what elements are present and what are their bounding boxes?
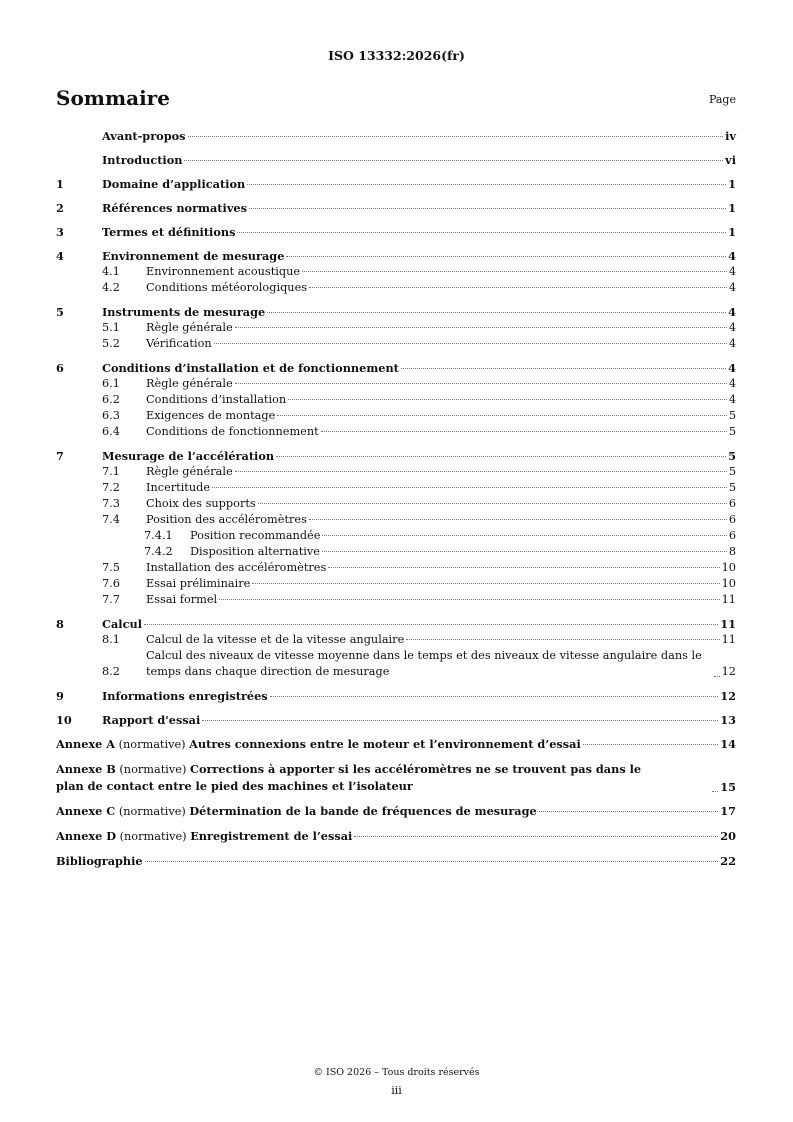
toc-entry-number: 6.3 — [102, 409, 120, 422]
toc-entry-label: Position recommandée — [190, 529, 321, 542]
toc-entry-page: 4 — [728, 281, 736, 294]
dot-leader — [288, 399, 727, 400]
dot-leader — [583, 744, 719, 745]
annex-id: Annexe D — [56, 829, 117, 843]
toc-entry-label: Vérification — [146, 337, 212, 350]
toc-entry[interactable] — [56, 528, 736, 544]
toc-entry-label: Termes et définitions — [102, 225, 236, 239]
toc-entry[interactable] — [56, 360, 736, 376]
dot-leader — [212, 487, 727, 488]
dot-leader — [406, 639, 719, 640]
bibliography-label: Bibliographie — [56, 854, 143, 868]
toc-entry-number: 7.2 — [102, 481, 120, 494]
toc-entry-number: 7.5 — [102, 561, 120, 574]
toc-entry[interactable] — [56, 224, 736, 240]
toc-entry-number: 4.1 — [102, 265, 120, 278]
toc-entry-number: 6.4 — [102, 425, 120, 438]
toc-entry-page: 1 — [728, 177, 736, 191]
toc-entry-page: 1 — [728, 201, 736, 215]
toc-entry-page: 5 — [728, 409, 736, 422]
toc-entry-number: 5.2 — [102, 337, 120, 350]
toc-entry[interactable] — [56, 392, 736, 408]
annex-entry-label — [56, 736, 581, 753]
dot-leader — [237, 232, 726, 233]
toc-entry-label: Calcul de la vitesse et de la vitesse angulaire — [146, 633, 405, 646]
toc-entry-label: Informations enregistrées — [102, 689, 268, 703]
annex-entry-label — [56, 828, 352, 845]
toc-entry-label: Règle générale — [146, 465, 233, 478]
toc-entry-label: Instruments de mesurage — [102, 305, 266, 319]
dot-leader — [258, 503, 727, 504]
toc-entry-page: 11 — [721, 593, 736, 606]
dot-leader — [202, 720, 718, 721]
toc-entry-label: Conditions d’installation — [146, 393, 287, 406]
toc-entry-number: 7.4.2 — [144, 545, 173, 558]
annex-entry[interactable] — [56, 761, 736, 795]
toc-entry[interactable] — [56, 616, 736, 632]
toc-entry-number: 10 — [56, 713, 72, 727]
toc-entry-label: Avant-propos — [102, 129, 186, 143]
toc-entry-label: Introduction — [102, 153, 183, 167]
dot-leader — [309, 287, 727, 288]
toc-entry[interactable] — [56, 336, 736, 352]
toc-entry-page: iv — [725, 129, 736, 143]
toc-entry[interactable] — [56, 544, 736, 560]
dot-leader — [714, 676, 720, 677]
copyright-footer: © ISO 2026 – Tous droits réservés — [313, 1067, 480, 1078]
toc-entry-number: 6.1 — [102, 377, 120, 390]
toc-entry-label: Installation des accéléromètres — [146, 561, 327, 574]
annex-entry-page: 14 — [720, 737, 736, 751]
toc-entry-label: Conditions météorologiques — [146, 281, 308, 294]
toc-entry-label: Calcul des niveaux de vitesse moyenne dans le temps et des niveaux de vitesse angulaire dans le temps dans chaque direction de mesurage — [146, 649, 702, 678]
annex-id: Annexe C — [56, 804, 116, 818]
dot-leader — [188, 136, 724, 137]
annex-entry-page: 20 — [720, 829, 736, 843]
toc-entry-number: 8.2 — [102, 665, 120, 678]
annex-entry[interactable] — [56, 828, 736, 845]
toc-entry-label: Calcul — [102, 617, 142, 631]
toc-entry-page: 6 — [728, 497, 736, 510]
page-title: Sommaire — [56, 86, 170, 110]
dot-leader — [267, 312, 726, 313]
toc-entry[interactable] — [56, 632, 736, 648]
dot-leader — [214, 343, 727, 344]
dot-leader — [270, 696, 719, 697]
toc-entry-number: 7.6 — [102, 577, 120, 590]
toc-entry[interactable] — [56, 200, 736, 216]
toc-entry-number: 7 — [56, 449, 64, 463]
toc-entry[interactable] — [56, 424, 736, 440]
toc-entry-number: 3 — [56, 225, 64, 239]
dot-leader — [249, 208, 726, 209]
dot-leader — [401, 368, 726, 369]
annex-title: Autres connexions entre le moteur et l’environnement d’essai — [189, 737, 581, 751]
toc-entry[interactable] — [56, 688, 736, 704]
toc-entry-page: 4 — [728, 377, 736, 390]
toc-entry-label: Environnement acoustique — [146, 265, 301, 278]
dot-leader — [539, 811, 719, 812]
annex-type: (normative) — [118, 738, 186, 751]
toc-entry[interactable] — [56, 280, 736, 296]
dot-leader — [328, 567, 719, 568]
toc-entry-page: 1 — [728, 225, 736, 239]
dot-leader — [235, 327, 727, 328]
annex-entry-page: 15 — [720, 780, 736, 794]
dot-leader — [302, 271, 727, 272]
toc-entry[interactable] — [56, 480, 736, 496]
page-number: iii — [391, 1084, 402, 1097]
toc-entry[interactable] — [56, 648, 736, 680]
toc-entry-label: Essai préliminaire — [146, 577, 251, 590]
toc-entry-page: 5 — [728, 481, 736, 494]
toc-entry-page: 4 — [728, 321, 736, 334]
toc-entry-number: 4.2 — [102, 281, 120, 294]
toc-entry-page: 12 — [721, 665, 736, 678]
toc-entry-page: 5 — [728, 449, 736, 463]
toc-entry[interactable] — [56, 464, 736, 480]
dot-leader — [309, 519, 727, 520]
toc-entry-label: Position des accéléromètres — [146, 513, 307, 526]
toc-entry-page: 13 — [720, 713, 736, 727]
toc-entry-page: 11 — [721, 633, 736, 646]
toc-entry-number: 8 — [56, 617, 64, 631]
toc-entry-page: 4 — [728, 249, 736, 263]
toc-entry-label: Règle générale — [146, 321, 233, 334]
toc-entry[interactable] — [56, 512, 736, 528]
toc-entry-page: 11 — [720, 617, 736, 631]
toc-entry[interactable] — [56, 448, 736, 464]
toc-entry[interactable] — [56, 576, 736, 592]
annex-entry[interactable] — [56, 803, 736, 820]
dot-leader — [354, 836, 718, 837]
annex-entry-label — [56, 803, 537, 820]
toc-entry-number: 1 — [56, 177, 64, 191]
toc-entry-page: 4 — [728, 361, 736, 375]
dot-leader — [235, 471, 727, 472]
toc-entry-label: Références normatives — [102, 201, 247, 215]
dot-leader — [286, 256, 726, 257]
toc-entry-number: 8.1 — [102, 633, 120, 646]
annex-type: (normative) — [118, 805, 186, 818]
annex-id: Annexe A — [56, 737, 115, 751]
toc-entry-number: 6.2 — [102, 393, 120, 406]
dot-leader — [145, 861, 719, 862]
dot-leader — [219, 599, 719, 600]
toc-entry-number: 7.4 — [102, 513, 120, 526]
toc-entry[interactable] — [56, 176, 736, 192]
toc-entry-label: Exigences de montage — [146, 409, 276, 422]
dot-leader — [712, 791, 718, 792]
toc-entry[interactable] — [56, 592, 736, 608]
toc-entry-label: Règle générale — [146, 377, 233, 390]
toc-entry-page: 5 — [728, 425, 736, 438]
toc-entry-page: 4 — [728, 305, 736, 319]
toc-entry-page: 4 — [728, 337, 736, 350]
toc-entry-page: 10 — [721, 561, 736, 574]
toc-entry-page: 6 — [728, 513, 736, 526]
toc-entry-label: Rapport d'essai — [102, 713, 201, 727]
dot-leader — [322, 535, 726, 536]
dot-leader — [322, 551, 727, 552]
bibliography-page: 22 — [720, 854, 736, 868]
toc-entry-page: 6 — [728, 529, 736, 542]
toc-entry-label: Disposition alternative — [190, 545, 320, 558]
annex-entry[interactable] — [56, 736, 736, 753]
toc-entry[interactable] — [56, 496, 736, 512]
toc-entry[interactable] — [56, 152, 736, 168]
title-row — [56, 86, 736, 112]
toc-entry-number: 4 — [56, 249, 64, 263]
toc-entry-label: Essai formel — [146, 593, 218, 606]
toc-entry[interactable] — [56, 304, 736, 320]
toc-entry-page: 4 — [728, 265, 736, 278]
annex-id: Annexe B — [56, 762, 116, 776]
dot-leader — [276, 456, 726, 457]
toc-entry[interactable] — [56, 376, 736, 392]
toc-entry-label: Incertitude — [146, 481, 211, 494]
toc-entry-page: 8 — [728, 545, 736, 558]
annex-title: Enregistrement de l’essai — [190, 829, 353, 843]
toc-entry-number: 7.4.1 — [144, 529, 173, 542]
bibliography-entry[interactable] — [56, 853, 736, 869]
toc-entry-number: 5 — [56, 305, 64, 319]
dot-leader — [144, 624, 718, 625]
dot-leader — [252, 583, 719, 584]
toc-entry-page: 5 — [728, 465, 736, 478]
toc-entry-number: 9 — [56, 689, 64, 703]
toc-entry-number: 7.1 — [102, 465, 120, 478]
toc-entry[interactable] — [56, 560, 736, 576]
dot-leader — [321, 431, 727, 432]
toc-entry[interactable] — [56, 248, 736, 264]
toc-entry[interactable] — [56, 264, 736, 280]
toc-entry[interactable] — [56, 712, 736, 728]
toc-entry-label: Conditions d’installation et de fonctionnement — [102, 361, 399, 375]
annex-entry-page: 17 — [720, 804, 736, 818]
toc-entry-page: 10 — [721, 577, 736, 590]
toc-entry-page: 4 — [728, 393, 736, 406]
toc-entry-number: 7.7 — [102, 593, 120, 606]
dot-leader — [247, 184, 726, 185]
annex-title: Corrections à apporter si les accéléromètres ne se trouvent pas dans le plan de contact entre le pied des machines et l’isolateur — [56, 762, 642, 793]
annex-type: (normative) — [119, 830, 187, 843]
page-column-label: Page — [708, 93, 736, 106]
toc-entry-number: 6 — [56, 361, 64, 375]
table-of-contents — [56, 128, 736, 869]
toc-entry-number: 5.1 — [102, 321, 120, 334]
toc-entry-page: 12 — [720, 689, 736, 703]
toc-entry[interactable] — [56, 408, 736, 424]
annex-title: Détermination de la bande de fréquences de mesurage — [189, 804, 537, 818]
toc-entry-number: 7.3 — [102, 497, 120, 510]
toc-entry-page: vi — [725, 153, 736, 167]
toc-entry-label: Conditions de fonctionnement — [146, 425, 319, 438]
toc-entry-label: Domaine d’application — [102, 177, 246, 191]
toc-entry[interactable] — [56, 128, 736, 144]
dot-leader — [184, 160, 723, 161]
toc-entry-label: Mesurage de l’accélération — [102, 449, 275, 463]
toc-entry[interactable] — [56, 320, 736, 336]
annex-entry-label — [56, 761, 710, 795]
toc-entry-label: Choix des supports — [146, 497, 256, 510]
dot-leader — [277, 415, 726, 416]
dot-leader — [235, 383, 727, 384]
annex-type: (normative) — [119, 763, 187, 776]
document-header: ISO 13332:2026(fr) — [328, 48, 465, 63]
toc-entry-label: Environnement de mesurage — [102, 249, 285, 263]
toc-entry-number: 2 — [56, 201, 64, 215]
